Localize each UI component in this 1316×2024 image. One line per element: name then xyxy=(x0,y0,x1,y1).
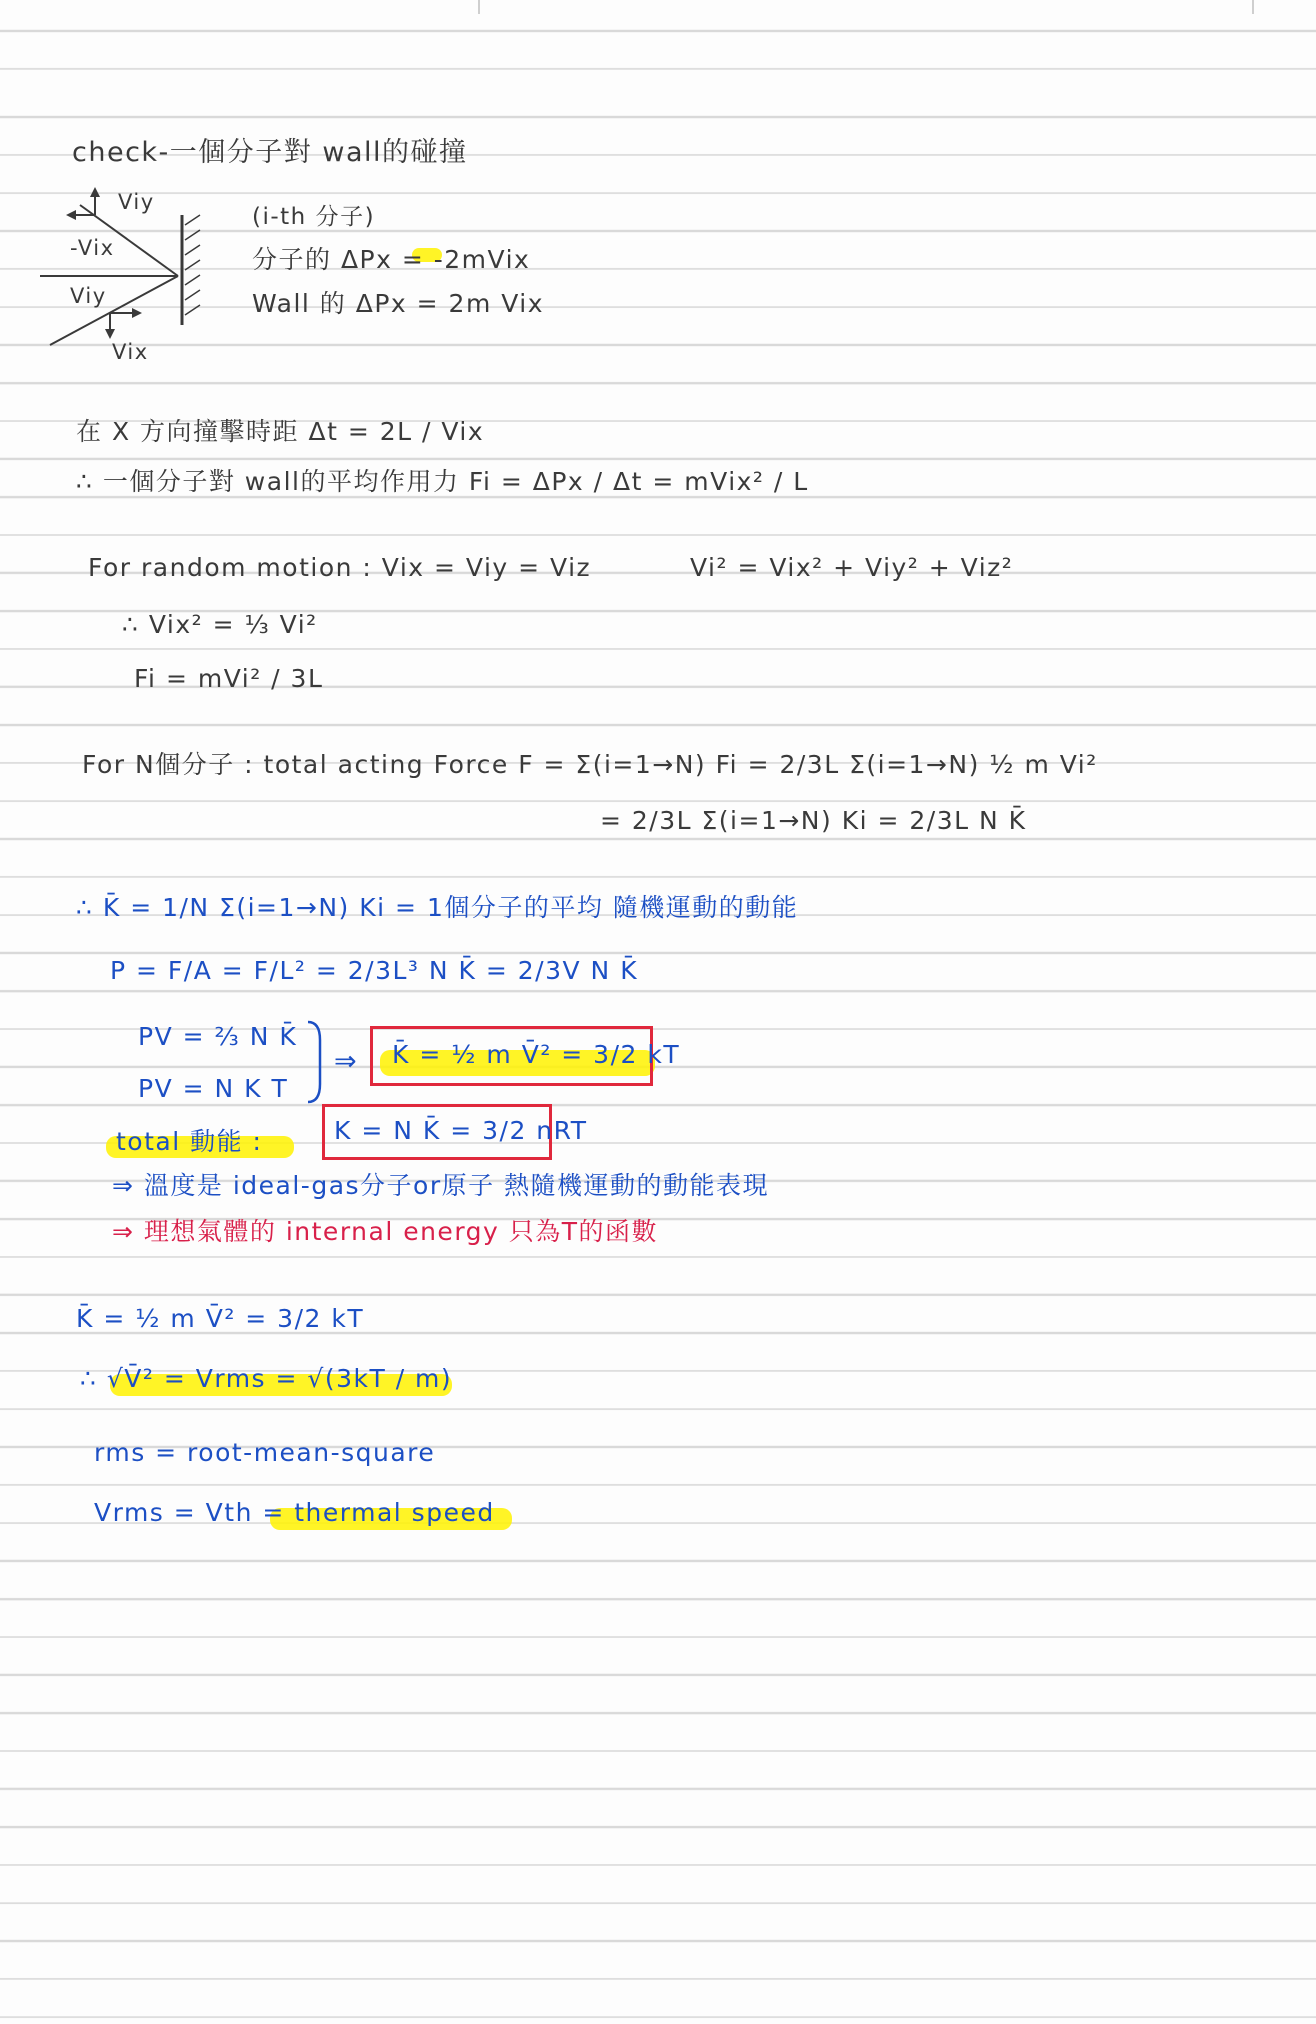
boxed-total-kinetic-eq: K = N K̄ = 3/2 nRT xyxy=(334,1116,588,1145)
vrms-formula: ∴ √V̄² = Vrms = √(3kT / m) xyxy=(80,1364,453,1393)
pv-nkt-line: PV = N K T xyxy=(138,1074,289,1103)
pv-kinetic-line: PV = ⅔ N K̄ xyxy=(138,1022,298,1051)
pressure-derivation-line: P = F/A = F/L² = 2/3L³ N K̄ = 2/3V N K̄ xyxy=(110,956,639,985)
bracket-mark xyxy=(306,1020,326,1104)
top-margin-tick xyxy=(478,0,480,14)
total-force-line: For N個分子 : total acting Force F = Σ(i=1→N) Fi = 2/3L Σ(i=1→N) ½ m Vi² xyxy=(82,750,1098,779)
label-vix-bottom: Vix xyxy=(112,340,149,364)
avg-kinetic-energy-eq: K̄ = ½ m V̄² = 3/2 kT xyxy=(76,1304,365,1333)
average-force-line: ∴ 一個分子對 wall的平均作用力 Fi = ΔPx / Δt = mVix² / L xyxy=(76,467,809,496)
label-viy-left: Viy xyxy=(70,284,107,308)
boxed-kinetic-temperature-eq: K̄ = ½ m V̄² = 3/2 kT xyxy=(392,1040,681,1069)
random-motion-line: For random motion : Vix = Viy = Viz xyxy=(88,553,592,582)
label-neg-vix: -Vix xyxy=(70,236,115,260)
total-force-kinetic-line: = 2/3L Σ(i=1→N) Ki = 2/3L N K̄ xyxy=(600,806,1027,835)
wall-momentum-eq: Wall 的 ΔPx = 2m Vix xyxy=(252,289,545,318)
rms-definition: rms = root-mean-square xyxy=(94,1438,436,1467)
heading-check-collision: check-一個分子對 wall的碰撞 xyxy=(72,137,468,168)
collision-interval-line: 在 X 方向撞擊時距 Δt = 2L / Vix xyxy=(76,417,485,446)
top-margin-tick xyxy=(1252,0,1254,14)
total-kinetic-label: total 動能 : xyxy=(116,1127,263,1156)
ith-molecule-label: (i-th 分子) xyxy=(252,204,376,230)
force-per-molecule-line: Fi = mVi² / 3L xyxy=(134,664,324,693)
vix-squared-line: ∴ Vix² = ⅓ Vi² xyxy=(122,610,318,639)
molecule-momentum-eq: 分子的 ΔPx = -2mVix xyxy=(252,245,531,274)
thermal-speed-line: Vrms = Vth = thermal speed xyxy=(94,1498,495,1527)
implies-arrow: ⇒ xyxy=(334,1046,359,1077)
speed-squared-sum: Vi² = Vix² + Viy² + Viz² xyxy=(690,553,1014,582)
label-viy-top: Viy xyxy=(118,190,155,214)
internal-energy-conclusion: ⇒ 理想氣體的 internal energy 只為T的函數 xyxy=(112,1217,659,1246)
avg-kinetic-energy-def: ∴ K̄ = 1/N Σ(i=1→N) Ki = 1個分子的平均 隨機運動的動能 xyxy=(76,893,799,922)
temperature-conclusion: ⇒ 溫度是 ideal-gas分子or原子 熱隨機運動的動能表現 xyxy=(112,1171,770,1200)
